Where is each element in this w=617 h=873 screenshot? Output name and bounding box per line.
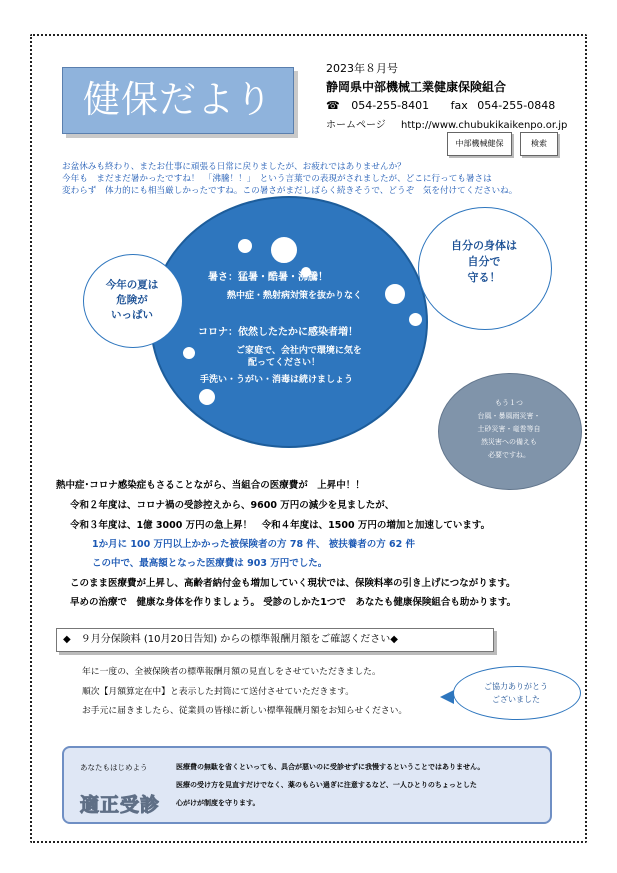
decor-bubble [408,312,423,327]
homepage-label: ホームページ [326,120,386,131]
fax-label: fax [450,99,468,112]
proper-visit-line-2: 医療の受け方を見直すだけでなく、薬のもらい過ぎに注意するなど、一人ひとりのちょっとした [176,781,477,789]
closing-line-2: 早めの治療で 健康な身体を作りましょう。 受診のしかた1つで あなたも健康保険組合も助かります。 [70,597,517,608]
search-keyword-box[interactable]: 中部機械健保 [447,132,512,156]
standard-remuneration-banner: ◆ ９月分保険料 (10月20日告知) からの標準報酬月額をご確認ください◆ [56,628,494,652]
covid-sub-2: 配ってください！ [248,358,321,368]
contact-line [326,99,555,112]
body-line-2: 令和３年度は、1億 3000 万円の急上昇！ 令和４年度は、1500 万円の増加と加速しています。 [70,520,491,531]
search-button[interactable]: 検索 [520,132,558,156]
newsletter-title: 健保だより [62,67,294,134]
main-circle [150,196,428,448]
heat-sub: 熱中症・熱射病対策を抜かりなく [227,291,363,301]
body-blue-line-2: この中で、最高額となった医療費は 903 万円でした。 [92,558,328,569]
intro-line-2: 今年も まだまだ暑かったですね！ 「沸騰！！」 という言葉での表現がされましたが、どこに行っても暑さは [62,174,492,184]
covid-sub-3: 手洗い・うがい・消毒は続けましょう [200,375,354,385]
thanks-text: ご協力ありがとう ございました [484,682,548,704]
right-bubble-text: 自分の身体は 自分で 守る！ [451,239,517,284]
proper-visit-line-1: 医療費の無駄を省くといっても、具合が悪いのに受診せずに我慢するということではありません。 [176,763,485,771]
decor-bubble [270,236,298,264]
notice-line-2: 順次【月額算定在中】と表示した封筒にて送付させていただきます。 [82,687,355,697]
speech-bubble-tail [440,690,454,704]
proper-visit-lead: あなたもはじめよう [80,763,148,772]
proper-visit-line-3: 心がけが制度を守ります。 [176,799,260,807]
medical-cost-headline: 熱中症･コロナ感染症もさることながら、当組合の医療費が 上昇中！！ [56,480,365,491]
decor-bubble [182,346,196,360]
disaster-line-4: 然災害への備えも [481,438,537,446]
org-name: 静岡県中部機械工業健康保険組合 [326,80,507,94]
decor-bubble [198,388,216,406]
disaster-line-1: もう１つ [495,399,523,407]
notice-line-1: 年に一度の、全被保険者の標準報酬月額の見直しをさせていただきました。 [82,667,381,677]
homepage-line [326,116,567,131]
proper-visit-title: 適正受診 [80,794,161,816]
decor-bubble [237,238,253,254]
fax-number: 054-255-0848 [477,99,556,112]
left-bubble-text: 今年の夏は 危険が いっぱい [105,279,159,321]
disaster-line-2: 台風・暴風雨災害・ [477,412,541,420]
body-blue-line-1: 1か月に 100 万円以上かかった被保険者の方 78 件、 被扶養者の方 62 件 [92,539,416,550]
issue-date: 2023年８月号 [326,62,398,75]
covid-title: コロナ：依然したたかに感染者増！ [198,327,358,338]
decor-bubble [384,283,406,305]
heat-title: 暑さ：猛暑・酷暑・沸騰！ [208,272,328,283]
disaster-line-5: 必要ですね。 [488,451,530,459]
phone-number: 054-255-8401 [351,99,430,112]
intro-line-1: お盆休みも終わり、またお仕事に頑張る日常に戻りましたが、お疲れではありませんか？ [62,162,406,172]
phone-icon: ☎ [326,99,340,112]
homepage-url[interactable]: http://www.chubukikaikenpo.or.jp [401,120,568,131]
covid-sub-1: ご家庭で、会社内で環境に気を [236,346,362,356]
notice-line-3: お手元に届きましたら、従業員の皆様に新しい標準報酬月額をお知らせください。 [82,706,408,716]
body-line-1: 令和２年度は、コロナ禍の受診控えから、9600 万円の減少を見ましたが、 [70,500,395,511]
disaster-line-3: 土砂災害・竜巻等自 [477,425,541,433]
closing-line-1: このまま医療費が上昇し、高齢者納付金も増加していく現状では、保険料率の引き上げにつながります。 [70,578,516,589]
intro-line-3: 変わらず 体力的にも相当厳しかったですね。この暑さがまだしばらく続きそうで、どうぞ 気を付けてくださいね。 [62,186,518,196]
